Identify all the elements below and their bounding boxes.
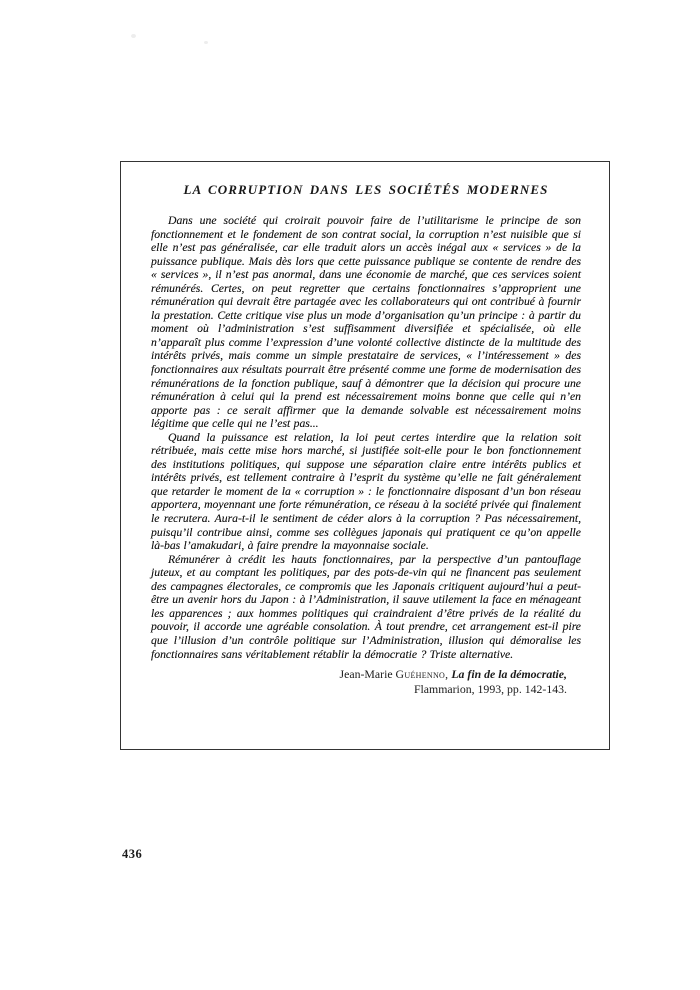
page-number: 436	[122, 847, 143, 861]
excerpt-paragraph-1: Dans une société qui croirait pouvoir faire de l’utilitarisme le principe de son fonctionnement et le fondement de son contrat social, la corruption n’est nuisible que si elle n’est pas généralisée, car elle traduit alors un accès inégal aux « services » de la puissance publique. Mais dès lors que cette puissance publique se contente de rendre des « services », il n’est pas anormal, dans une économie de marché, que ces services soient rémunérés. Certes, on peut regretter que certains fonctionnaires s’approprient une rémunération qui devrait être partagée avec les collaborateurs qui ont contribué à fournir la prestation. Cette critique vise plus un mode d’organisation qu’un principe : à partir du moment où l’administration s’est suffisamment diversifiée et spécialisée, où elle n’apparaît plus comme l’expression d’une volonté collective distincte de la multitude des intérêts privés, mais comme un simple prestataire de services, « l’intéressement » des fonctionnaires aux résultats pourrait être présenté comme une forme de modernisation des rémunérations de la fonction publique, sauf à démontrer que la décision qui procure une rémunération à celui qui la prend est nécessairement moins bonne que celle qui n’en apporte pas : ce serait affirmer que la demande solvable est nécessairement moins légitime que celle qui ne l’est pas...	[151, 214, 581, 431]
author-first-name: Jean-Marie	[339, 667, 393, 682]
excerpt-box	[120, 161, 610, 750]
citation-block	[151, 667, 581, 696]
citation-line-author	[151, 667, 567, 682]
excerpt-title: LA CORRUPTION DANS LES SOCIÉTÉS MODERNES	[183, 182, 549, 197]
author-last-name: Guéhenno,	[395, 667, 449, 682]
work-title: La fin de la démocratie,	[451, 667, 567, 682]
scan-speck	[131, 34, 136, 38]
excerpt-paragraph-3: Rémunérer à crédit les hauts fonctionnaires, par la perspective d’un pantouflage juteux, et au comptant les politiques, par des pots-de-vin qui ne financent pas seulement des campagnes électorales, ce compromis que les Japonais critiquent aujourd’hui a peut-être un avenir hors du Japon : à l’Administration, il sauve utilement la face en ménageant les apparences ; aux hommes politiques qui craindraient d’être privés de la réalité du pouvoir, il accorde une agréable consolation. À tout prendre, cet arrangement est-il pire que l’illusion d’un contrôle politique sur l’Administration, illusion qui démoralise les fonctionnaires sans véritablement rétablir la démocratie ? Triste alternative.	[151, 552, 581, 661]
scan-speck	[204, 41, 208, 44]
excerpt-body	[151, 214, 581, 661]
citation-line-publisher: Flammarion, 1993, pp. 142-143.	[413, 681, 567, 696]
excerpt-paragraph-2: Quand la puissance est relation, la loi peut certes interdire que la relation soit rétribuée, mais cette mise hors marché, si justifiée soit-elle pour le bon fonctionnement des institutions politiques, qui suppose une séparation claire entre intérêts publics et intérêts privés, est tellement contraire à l’esprit du système qu’elle ne fait généralement que retarder le moment de la « corruption » : le fonctionnaire disposant d’un bon réseau apportera, moyennant une forte rémunération, ce réseau à la société privée qui finalement le recrutera. Aura-t-il le sentiment de céder alors à la corruption ? Pas nécessairement, puisqu’il contribue ainsi, comme ses collègues japonais qui pratiquent ce qu’on appelle là-bas l’amakudari, à faire prendre la mayonnaise sociale.	[151, 430, 581, 553]
